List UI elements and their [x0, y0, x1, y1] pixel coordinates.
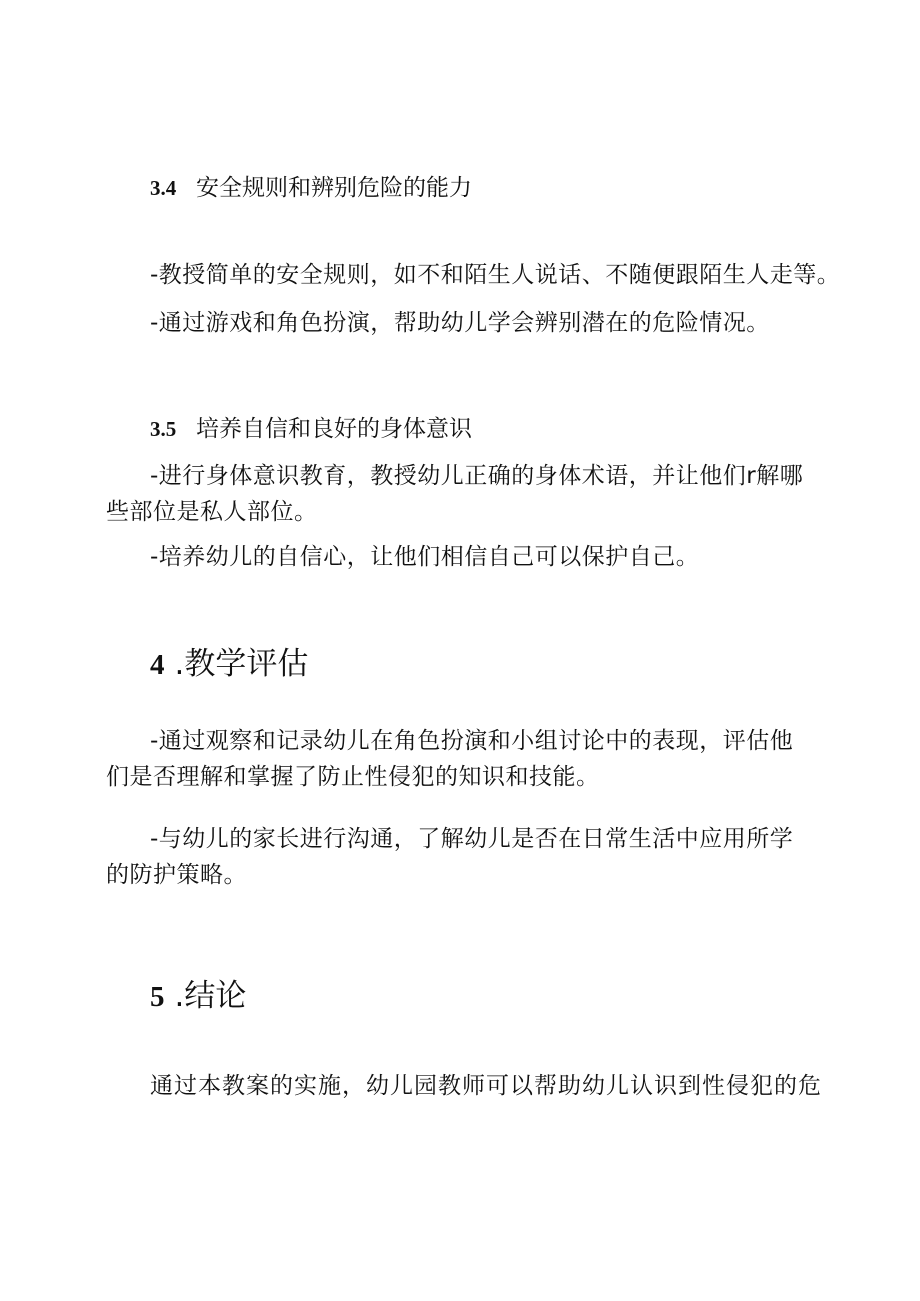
section-title: .教学评估 [174, 646, 309, 682]
subsection-title: 安全规则和辨别危险的能力 [196, 175, 472, 201]
subsection-title: 培养自信和良好的身体意识 [196, 416, 472, 442]
paragraph: -进行身体意识教育，教授幼儿正确的身体术语，并让他们r解哪些部位是私人部位。 [106, 463, 804, 525]
section-number: 4 [150, 649, 165, 681]
section-heading-5 [150, 976, 246, 1017]
subsection-number: 3.4 [150, 176, 177, 200]
subsection-number: 3.5 [150, 417, 177, 441]
paragraph: -通过观察和记录幼儿在角色扮演和小组讨论中的表现，评估他们是否理解和掌握了防止性侵犯的知识和技能。 [106, 728, 794, 790]
paragraph: 通过本教案的实施，幼儿园教师可以帮助幼儿认识到性侵犯的危 [150, 1073, 822, 1099]
subsection-heading-3-5 [150, 414, 472, 444]
paragraph: -培养幼儿的自信心，让他们相信自己可以保护自己。 [150, 544, 700, 570]
section-heading-4 [150, 644, 308, 685]
section-number: 5 [150, 981, 165, 1013]
paragraph: -通过游戏和角色扮演，帮助幼儿学会辨别潜在的危险情况。 [150, 310, 770, 336]
paragraph: -教授简单的安全规则，如不和陌生人说话、不随便跟陌生人走等。 [150, 262, 841, 288]
subsection-heading-3-4 [150, 173, 472, 203]
section-title: .结论 [174, 978, 247, 1014]
paragraph: -与幼儿的家长进行沟通，了解幼儿是否在日常生活中应用所学的防护策略。 [106, 826, 794, 888]
